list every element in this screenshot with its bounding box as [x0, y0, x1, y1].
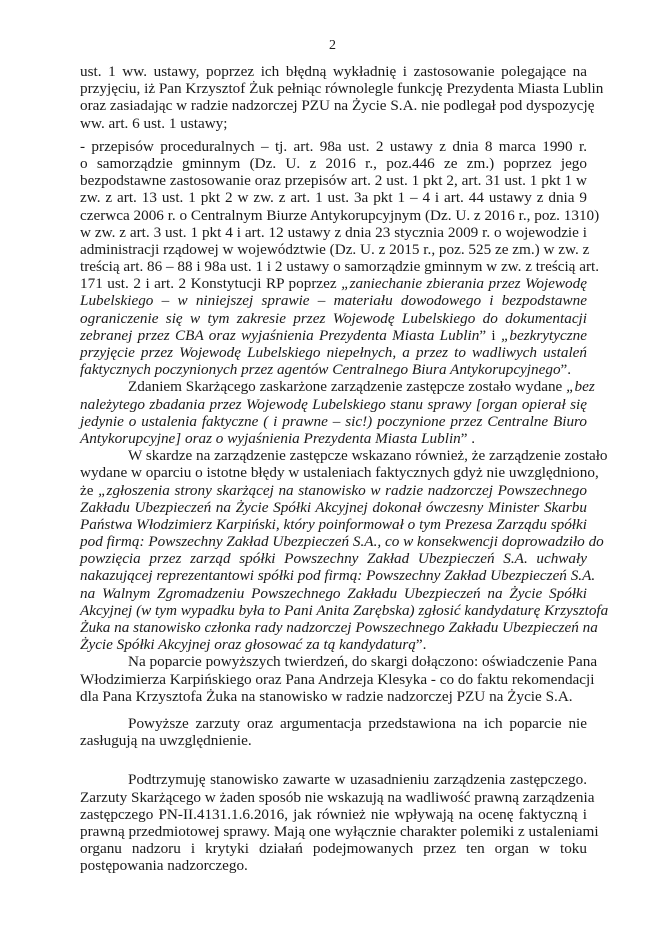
paragraph-7	[80, 771, 599, 875]
paragraph-1	[80, 63, 604, 132]
paragraph-3	[80, 378, 595, 447]
text-line: zastępczego PN-II.4131.1.6.2016, jak również nie wpływają na ocenę faktyczną i	[80, 805, 587, 823]
text-line: dla Pana Krzysztofa Żuka na stanowisko w radzie nadzorczej PZU na Życie S.A.	[80, 687, 573, 705]
quote-run: Państwa Włodzimierz Karpiński, który poinformował o tym Prezesa Zarządu spółki	[80, 515, 587, 533]
paragraph-4	[80, 447, 609, 654]
text-line	[80, 482, 587, 499]
text-line	[80, 378, 595, 396]
quote-run: ograniczenie się w tym zakresie przez Wojewodę Lubelskiego do dokumentacji	[80, 309, 587, 327]
quote-run: „bez	[566, 378, 595, 396]
quote-run: Akcyjnej (w tym wypadku była to Pani Anita Zarębska) zgłosić kandydaturę Krzysztofa	[80, 601, 609, 619]
text-line: przyjęciu, iż Pan Krzysztof Żuk pełniąc równolegle funkcję Prezydenta Miasta Lublin	[80, 80, 604, 98]
page-number: 2	[329, 38, 336, 53]
quote-run: zebranej przez CBA oraz wyjaśnienia Prezydenta Miasta Lublin	[80, 326, 480, 344]
text-line: zw. z art. 13 ust. 1 pkt 2 w zw. z art. 1 ust. 3a pkt 1 – 4 i art. 44 ustawy z dnia 9	[80, 189, 587, 207]
document-body	[80, 63, 609, 875]
text-line: oraz zasiadając w radzie nadzorczej PZU na Życie S.A. nie podlegał pod dyspozycję	[80, 97, 595, 115]
text-line	[80, 275, 587, 292]
text-line	[80, 585, 587, 602]
quote-run: na Walnym Zgromadzeniu Powszechnego Zakładu Ubezpieczeń na Życie Spółki	[80, 584, 587, 602]
text-line	[80, 567, 596, 585]
text-line	[80, 447, 608, 465]
quote-run: faktycznych poczynionych przez agentów Centralnego Biura Antykorupcyjnego	[80, 361, 561, 379]
text-line	[80, 619, 598, 636]
text-line: treścią art. 86 – 88 i 98a ust. 1 i 2 ustawy o samorządzie gminnym w zw. z treścią art.	[80, 258, 600, 276]
text-line: bezpodstawne zastosowanie oraz przepisów art. 2 ust. 1 pkt 2, art. 31 ust. 1 pkt 1 w	[80, 172, 587, 190]
text-run: ” .	[460, 429, 476, 447]
quote-run: jedynie o ustalenia faktyczne ( i prawne – sic!) poczynione przez Centralne Biuro	[80, 412, 587, 430]
quote-run: Zakładu Ubezpieczeń na Życie Spółki Akcyjnej dokonał ówczesny Minister Skarbu	[80, 498, 587, 516]
text-run: Zdaniem Skarżącego zaskarżone zarządzenie zastępcze zostało wydane	[128, 378, 567, 396]
quote-run: Żuka na stanowisko członka rady nadzorczej Powszechnego Zakładu Ubezpieczeń na	[80, 619, 598, 636]
text-line: Włodzimierza Karpińskiego oraz Pana Andrzeja Klesyka - co do faktu rekomendacji	[80, 670, 595, 688]
text-run: 171 ust. 2 i art. 2 Konstytucji RP poprzez	[80, 275, 342, 293]
quote-run: Antykorupcyjne] oraz o wyjaśnienia Prezydenta Miasta Lublin	[80, 429, 461, 447]
text-run: wydane w oparciu o istotne błędy w ustaleniach faktycznych gdyż nie uwzględniono,	[80, 464, 599, 482]
text-line: Na poparcie powyższych twierdzeń, do skargi dołączono: oświadczenie Pana	[128, 653, 598, 671]
text-line	[80, 499, 587, 516]
text-line: Powyższe zarzuty oraz argumentacja przedstawiona na ich poparcie nie	[128, 714, 587, 732]
text-line: zasługują na uwzględnienie.	[80, 732, 252, 750]
quote-run: nakazującej reprezentantowi spółki pod firmą: Powszechny Zakład Ubezpieczeń S.A.	[80, 567, 596, 585]
text-line	[80, 413, 587, 430]
text-line	[80, 361, 587, 378]
text-line: organu nadzoru i krytyki działań podejmowanych przez ten organ w toku	[80, 840, 587, 858]
text-line: postępowania nadzorczego.	[80, 857, 248, 875]
quote-run: „bezkrytyczne	[500, 326, 587, 344]
text-line	[80, 601, 609, 619]
text-run: ” i	[479, 326, 501, 344]
text-line	[80, 636, 587, 653]
text-line	[80, 292, 587, 309]
quote-run: „zaniechanie zbierania przez Wojewodę	[341, 275, 587, 293]
quote-run: przyjęcie przez Wojewodę Lubelskiego niepełnych, a przez to wadliwych ustaleń	[80, 344, 587, 361]
text-line	[80, 533, 604, 551]
text-line	[80, 310, 587, 327]
text-line: Podtrzymuję stanowisko zawarte w uzasadnieniu zarządzenia zastępczego.	[128, 771, 587, 789]
quote-run: Lubelskiego – w niniejszej sprawie – materiału dowodowego i bezpodstawne	[80, 292, 587, 310]
quote-run: „zgłoszenia strony skarżącej na stanowisko w radzie nadzorczej Powszechnego	[98, 481, 587, 499]
text-run: W skardze na zarządzenie zastępcze wskazano również, że zarządzenie zostało	[128, 447, 608, 465]
text-line	[80, 430, 587, 447]
quote-run: należytego zbadania przez Wojewodę Lubelskiego stanu sprawy [organ opierał się	[80, 395, 587, 413]
text-line: o samorządzie gminnym (Dz. U. z 2016 r., poz.446 ze zm.) poprzez jego	[80, 154, 587, 172]
text-line: administracji rządowej w województwie (Dz. U. z 2015 r., poz. 525 ze zm.) w zw. z	[80, 240, 590, 258]
text-line: prawną przedmiotowej sprawy. Mają one wyłącznie charakter polemiki z ustaleniami	[80, 822, 599, 840]
quote-run: powzięcia przez zarząd spółki Powszechny Zakład Ubezpieczeń S.A. uchwały	[80, 550, 587, 568]
text-line	[80, 464, 599, 482]
text-line: Zarzuty Skarżącego w żaden sposób nie wskazują na wadliwość prawną zarządzenia	[80, 788, 595, 806]
text-line	[80, 327, 587, 344]
text-line: ust. 1 ww. ustawy, poprzez ich błędną wykładnię i zastosowanie polegające na	[80, 63, 587, 80]
quote-run: pod firmą: Powszechny Zakład Ubezpieczeń S.A., co w konsekwencji doprowadziło do	[80, 533, 604, 551]
paragraph-2	[80, 137, 600, 379]
text-line: - przepisów proceduralnych – tj. art. 98a ust. 2 ustawy z dnia 8 marca 1990 r.	[80, 137, 587, 155]
text-line: ww. art. 6 ust. 1 ustawy;	[80, 114, 228, 132]
text-line	[80, 550, 587, 567]
quote-run: Życie Spółki Akcyjnej oraz głosować za tą kandydaturą	[80, 636, 416, 654]
text-line: czerwca 2006 r. o Centralnym Biurze Antykorupcyjnym (Dz. U. z 2016 r., poz. 1310)	[80, 206, 600, 224]
paragraph-6	[80, 715, 587, 749]
text-run: ”.	[415, 636, 427, 654]
paragraph-5	[80, 653, 598, 705]
text-line	[80, 344, 587, 361]
text-line	[80, 396, 587, 413]
text-line: w zw. z art. 3 ust. 1 pkt 4 i art. 12 ustawy z dnia 23 stycznia 2009 r. o wojewodzie i	[80, 223, 587, 241]
text-run: że	[80, 481, 99, 499]
text-run: ”.	[560, 361, 572, 379]
text-line	[80, 516, 587, 533]
